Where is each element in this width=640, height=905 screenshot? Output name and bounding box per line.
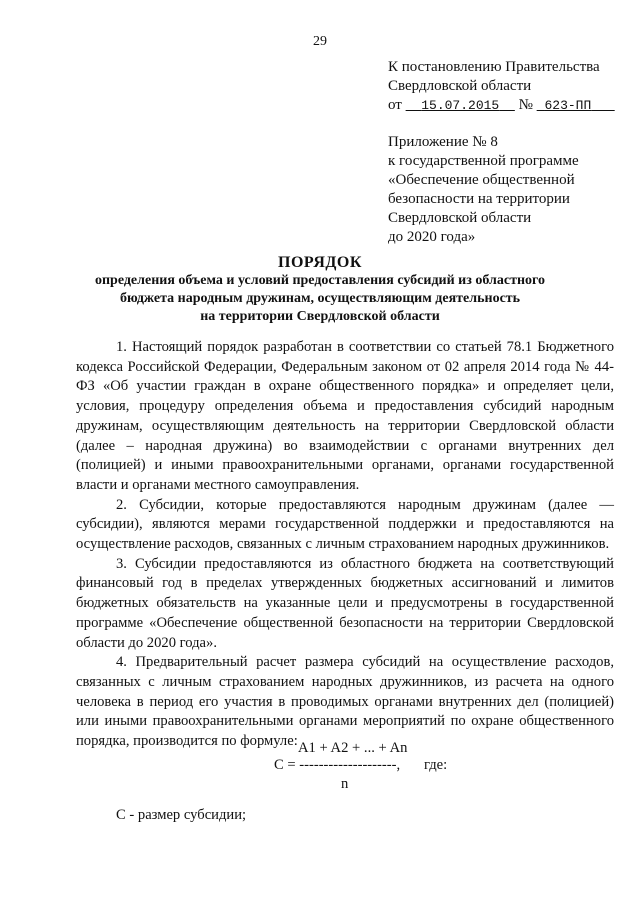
formula-where: где:: [424, 757, 448, 773]
page-number: 29: [313, 34, 327, 49]
paragraph-3: 3. Субсидии предоставляются из областного бюджета на соответствующий финансовый год в пределах утвержденных бюджетных ассигнований и лимитов бюджетных обязательств на указанные цели и предусмотрены в государственной программе «Обеспечение общественной безопасности на территории Свердловской области до 2020 года».: [76, 555, 614, 651]
decree-number: 623-ПП: [544, 98, 592, 113]
formula-numerator: A1 + A2 + ... + An: [298, 740, 408, 756]
title-line-1: определения объема и условий предоставления субсидий из областного: [94, 273, 546, 288]
appendix-line-5: Свердловской области: [388, 210, 532, 226]
appendix-line-4: безопасности на территории: [388, 191, 570, 207]
appendix-line-3: «Обеспечение общественной: [388, 172, 575, 188]
number-prefix: №: [518, 97, 533, 113]
paragraph-4: 4. Предварительный расчет размера субсидий на осуществление расходов, связанных с личным страхованием народных дружинников, из расчета на одного человека в период его участия в проводимых органами внутренних дел (полицией) или иными правоохранительными органами мероприятий по охране общественного порядка, производится по формуле:: [76, 654, 614, 750]
date-prefix: от: [388, 97, 402, 113]
title-line-3: на территории Свердловской области: [200, 309, 440, 324]
formula-fraction-line: C = --------------------,: [274, 757, 401, 773]
title-line-2: бюджета народным дружинам, осуществляющим деятельность: [119, 291, 521, 306]
definition-c: C - размер субсидии;: [116, 807, 247, 823]
paragraph-1: 1. Настоящий порядок разработан в соответствии со статьей 78.1 Бюджетного кодекса Российской Федерации, Федеральным законом от 02 апреля 2014 года № 44-ФЗ «Об участии граждан в охране общественного порядка» и определяет цели, условия, процедуру определения объема и предоставления субсидий народным дружинам, осуществляющим деятельность на территории Свердловской области (далее – народная дружина) во взаимодействии с органами внутренних дел (полицией) и иными правоохранительными органами, органами государственной власти и органами местного самоуправления.: [76, 339, 614, 493]
appendix-line-6: до 2020 года»: [388, 229, 476, 245]
header-line-1: К постановлению Правительства: [388, 59, 600, 75]
paragraph-2: 2. Субсидии, которые предоставляются народным дружинам (далее — субсидии), являются мерами государственной поддержки и предоставляются на осуществление расходов, связанных с личным страхованием народных дружинников.: [76, 496, 614, 553]
header-date-line: [388, 96, 615, 115]
appendix-line-1: Приложение № 8: [388, 134, 498, 150]
appendix-line-2: к государственной программе: [388, 153, 579, 169]
formula-denominator: n: [341, 776, 349, 792]
header-line-2: Свердловской области: [388, 78, 532, 94]
body-text: [76, 338, 614, 752]
decree-date: 15.07.2015: [421, 98, 500, 113]
document-title: ПОРЯДОК: [278, 254, 362, 271]
